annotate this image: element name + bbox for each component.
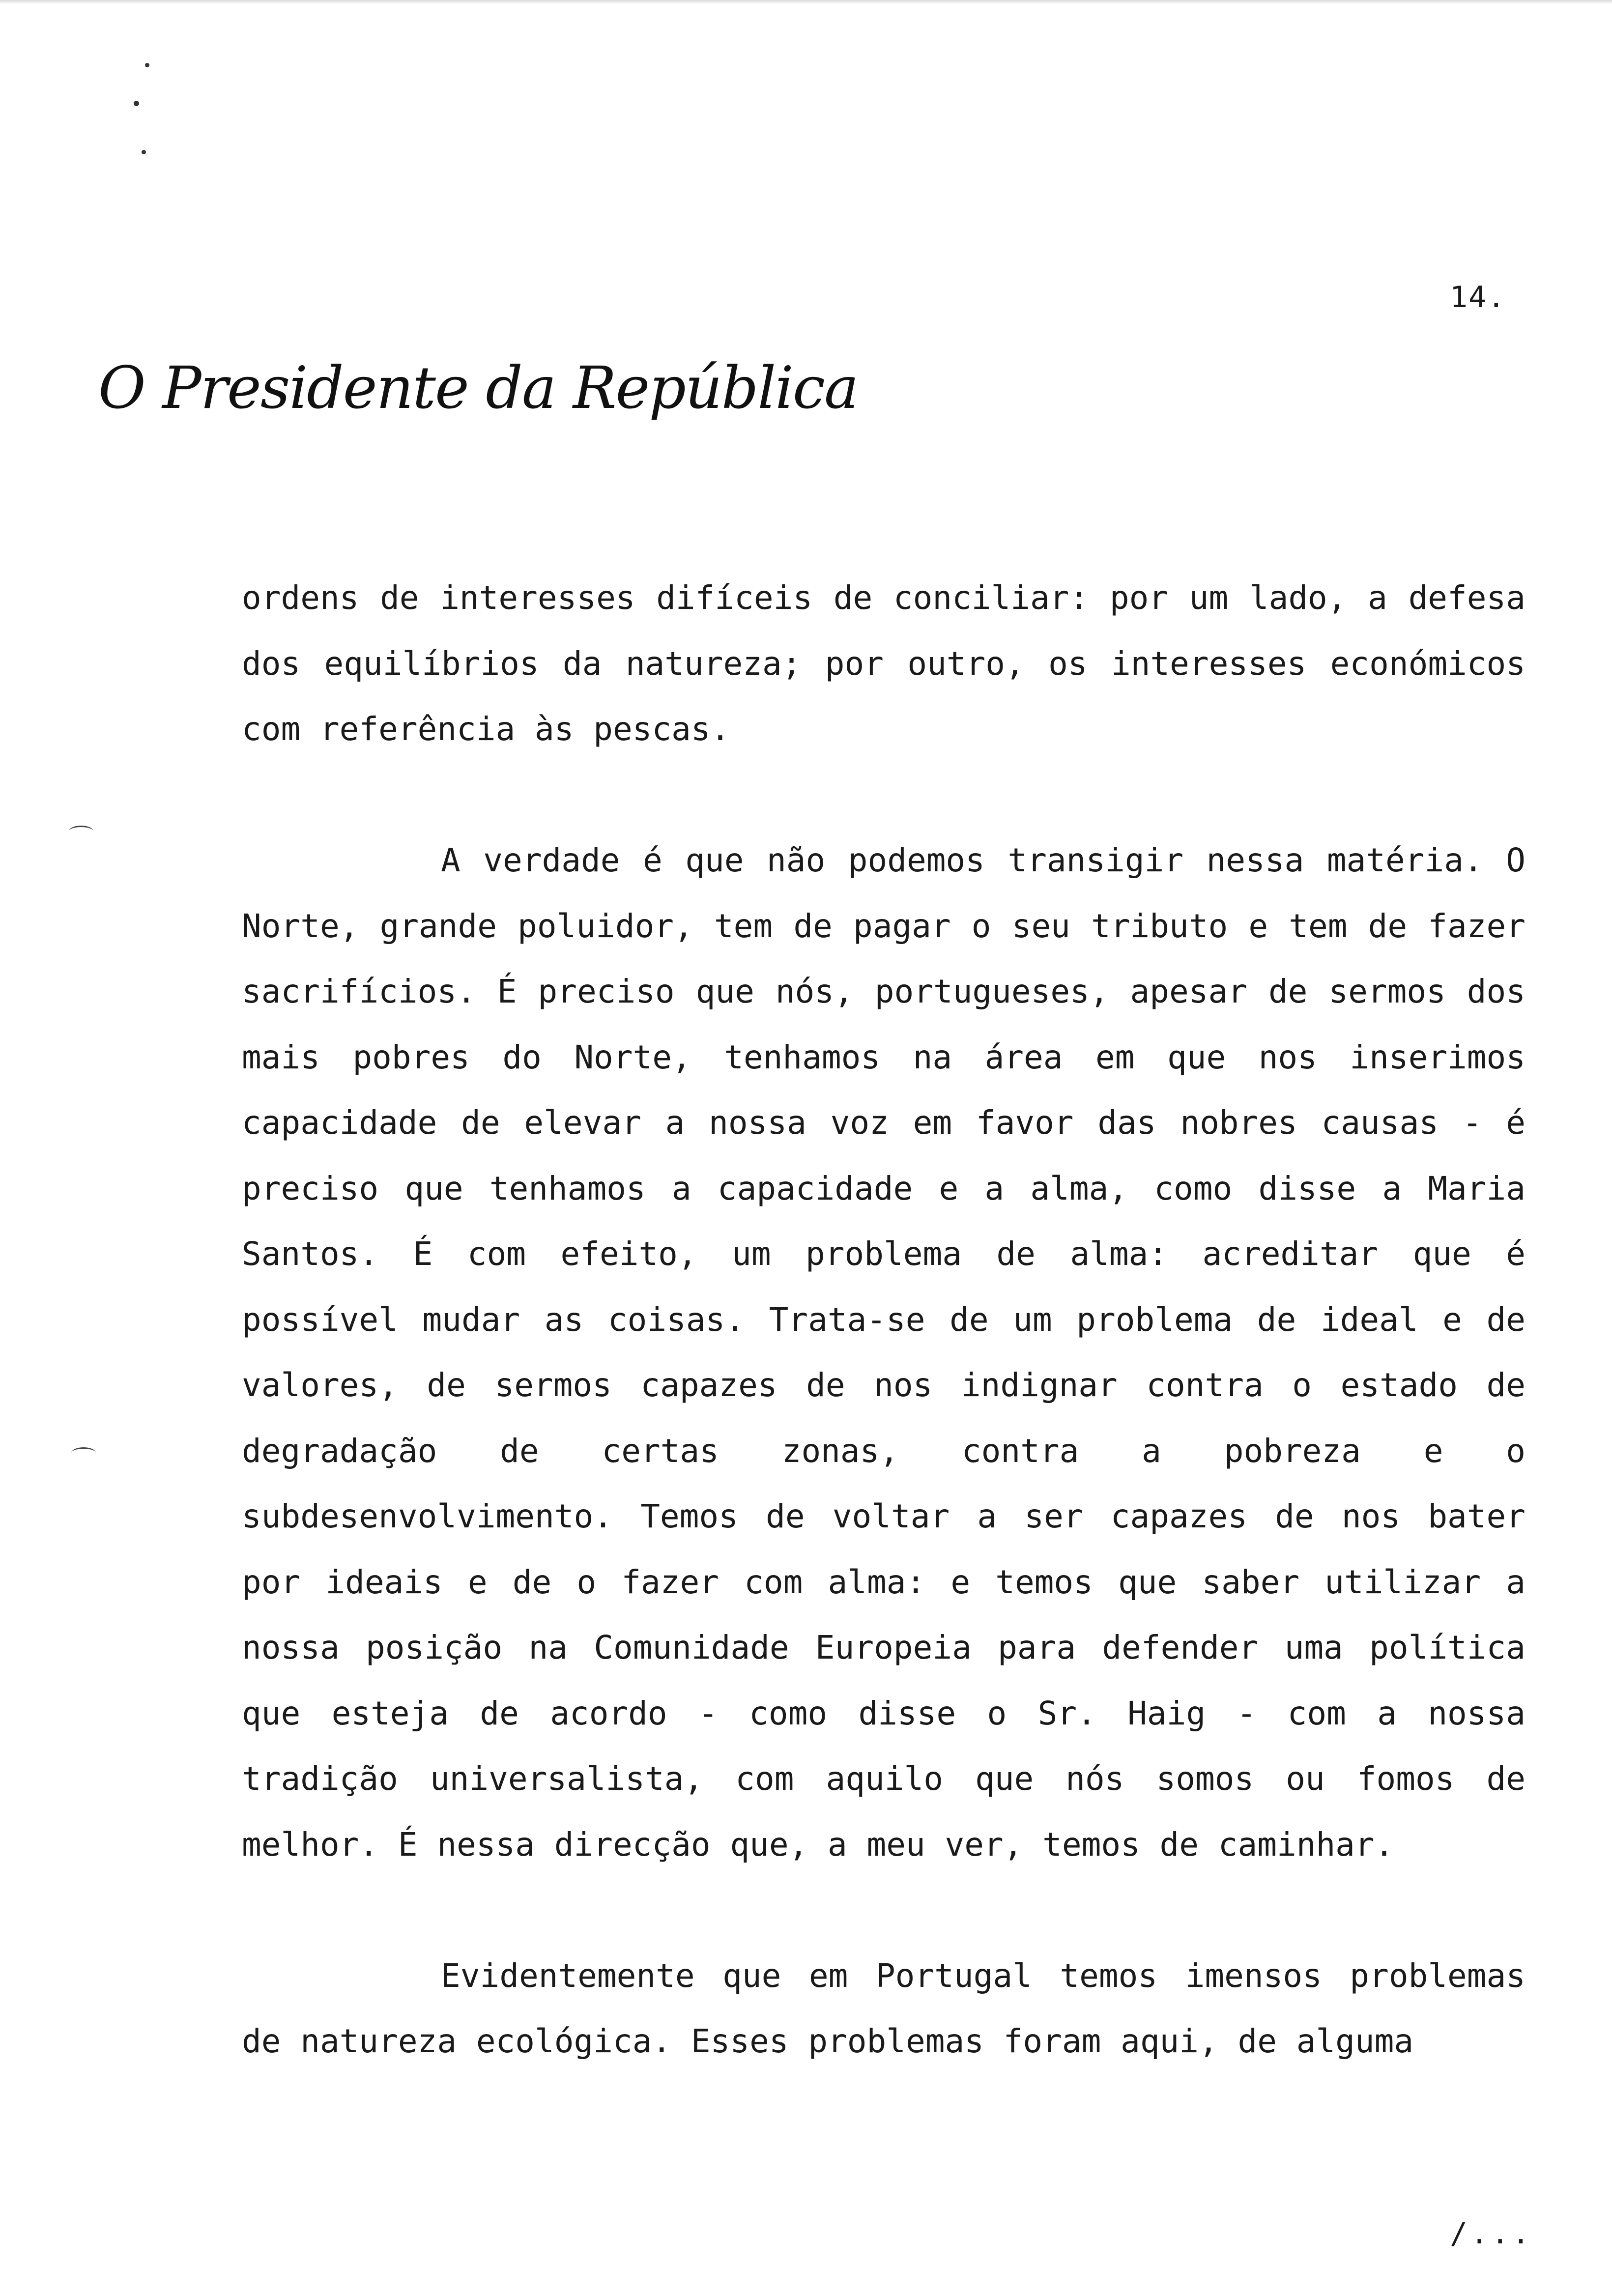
margin-dot [142, 150, 146, 154]
paragraph: Evidentemente que em Portugal temos imensos problemas de natureza ecológica. Esses problemas foram aqui, de alguma [242, 1956, 1526, 2060]
page-number: 14. [1450, 280, 1506, 315]
margin-tick [71, 1447, 96, 1459]
paragraph: A verdade é que não podemos transigir nessa matéria. O Norte, grande poluidor, tem de pagar o seu tributo e tem de fazer sacrifícios. É preciso que nós, portugueses, apesar de sermos dos mais pobres do Norte, tenhamos na área em que nos inserimos capacidade de elevar a nossa voz em favor das nobres causas - é preciso que tenhamos a capacidade e a alma, como disse a Maria Santos. É com efeito, um problema de alma: acreditar que é possível mudar as coisas. Trata-se de um problema de ideal e de valores, de sermos capazes de nos indignar contra o estado de degradação de certas zonas, contra a pobreza e o subdesenvolvimento. Temos de voltar a ser capazes de nos bater por ideais e de o fazer com alma: e temos que saber utilizar a nossa posição na Comunidade Europeia para defender uma política que esteja de acordo - como disse o Sr. Haig - com a nossa tradição universalista, com aquilo que nós somos ou fomos de melhor. É nessa direcção que, a meu ver, temos de caminhar. [242, 841, 1526, 1864]
scan-edge [0, 0, 1612, 4]
continuation-mark: /... [1450, 2216, 1533, 2251]
document-body [242, 565, 1526, 2140]
margin-dot [134, 101, 139, 106]
margin-dot [145, 63, 149, 67]
letterhead: O Presidente da República [98, 354, 858, 422]
paragraph: ordens de interesses difíceis de conciliar: por um lado, a defesa dos equilíbrios da natureza; por outro, os interesses económicos com referência às pescas. [242, 579, 1526, 748]
margin-tick [69, 826, 93, 837]
